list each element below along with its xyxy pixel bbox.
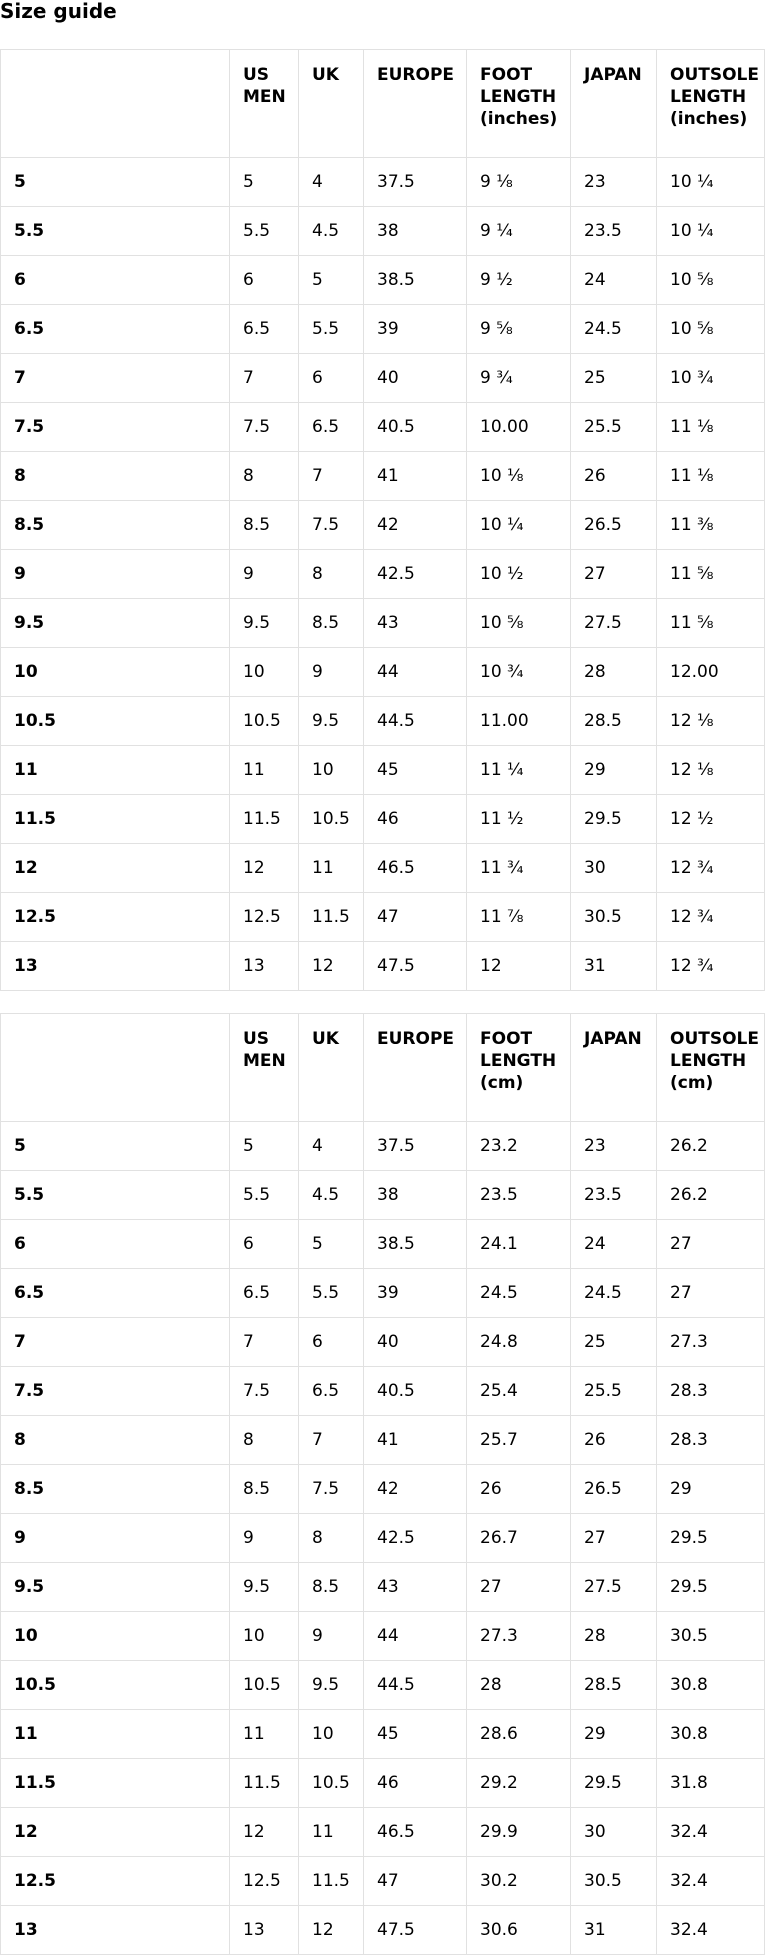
column-header: FOOT LENGTH (cm) — [467, 1014, 571, 1122]
table-cell: 11 ⅛ — [657, 403, 765, 452]
table-row — [1, 1808, 765, 1857]
table-cell: 7.5 — [230, 1367, 299, 1416]
table-row — [1, 893, 765, 942]
table-cell: 10 — [230, 1612, 299, 1661]
table-cell: 46 — [364, 1759, 467, 1808]
size-label-cell: 5.5 — [1, 207, 230, 256]
table-row — [1, 1514, 765, 1563]
table-cell: 45 — [364, 1710, 467, 1759]
size-label-cell: 10.5 — [1, 1661, 230, 1710]
table-cell: 30 — [571, 844, 657, 893]
table-row — [1, 1906, 765, 1955]
table-cell: 28 — [571, 1612, 657, 1661]
size-label-cell: 11 — [1, 746, 230, 795]
table-cell: 26.7 — [467, 1514, 571, 1563]
table-row — [1, 158, 765, 207]
table-cell: 29.2 — [467, 1759, 571, 1808]
table-cell: 5 — [230, 1122, 299, 1171]
size-label-cell: 7 — [1, 354, 230, 403]
column-header: UK — [299, 50, 364, 158]
table-cell: 27 — [657, 1220, 765, 1269]
table-cell: 10 ⅝ — [467, 599, 571, 648]
table-cell: 10 ½ — [467, 550, 571, 599]
table-cell: 8.5 — [299, 599, 364, 648]
table-cell: 37.5 — [364, 158, 467, 207]
table-cell: 23.5 — [571, 207, 657, 256]
table-cell: 4 — [299, 1122, 364, 1171]
table-cell: 47.5 — [364, 1906, 467, 1955]
table-row — [1, 1661, 765, 1710]
table-cell: 11 — [230, 1710, 299, 1759]
column-header: JAPAN — [571, 50, 657, 158]
column-header: EUROPE — [364, 50, 467, 158]
table-cell: 6 — [230, 256, 299, 305]
table-row — [1, 1416, 765, 1465]
table-cell: 10 ⅛ — [467, 452, 571, 501]
table-row — [1, 403, 765, 452]
table-cell: 29.9 — [467, 1808, 571, 1857]
table-cell: 43 — [364, 599, 467, 648]
table-cell: 12 ¾ — [657, 844, 765, 893]
table-cell: 23 — [571, 158, 657, 207]
size-label-cell: 11.5 — [1, 795, 230, 844]
table-cell: 9 — [230, 1514, 299, 1563]
table-cell: 11 ⅝ — [657, 599, 765, 648]
table-cell: 6.5 — [230, 305, 299, 354]
size-label-cell: 8 — [1, 452, 230, 501]
table-cell: 47.5 — [364, 942, 467, 991]
table-cell: 9 — [299, 1612, 364, 1661]
size-label-cell: 9.5 — [1, 599, 230, 648]
table-cell: 10 ¼ — [657, 207, 765, 256]
table-cell: 45 — [364, 746, 467, 795]
table-cell: 10 ¼ — [657, 158, 765, 207]
table-row — [1, 1220, 765, 1269]
table-cell: 9.5 — [299, 697, 364, 746]
table-cell: 27.3 — [657, 1318, 765, 1367]
table-header-row — [1, 50, 765, 158]
table-cell: 38 — [364, 1171, 467, 1220]
table-cell: 29 — [657, 1465, 765, 1514]
table-cell: 6.5 — [299, 1367, 364, 1416]
table-cell: 24.1 — [467, 1220, 571, 1269]
table-cell: 12 — [467, 942, 571, 991]
table-cell: 7.5 — [230, 403, 299, 452]
table-cell: 10 ⅝ — [657, 305, 765, 354]
table-cell: 11 — [299, 1808, 364, 1857]
size-label-cell: 10.5 — [1, 697, 230, 746]
table-cell: 25.7 — [467, 1416, 571, 1465]
table-cell: 23.2 — [467, 1122, 571, 1171]
page-title: Size guide — [0, 0, 117, 23]
table-cell: 11.5 — [230, 795, 299, 844]
table-cell: 10.5 — [230, 697, 299, 746]
table-cell: 26.2 — [657, 1122, 765, 1171]
table-cell: 41 — [364, 1416, 467, 1465]
size-label-cell: 13 — [1, 942, 230, 991]
table-cell: 29 — [571, 1710, 657, 1759]
table-cell: 8.5 — [299, 1563, 364, 1612]
table-cell: 10 — [299, 1710, 364, 1759]
size-label-cell: 8.5 — [1, 501, 230, 550]
table-cell: 30.2 — [467, 1857, 571, 1906]
table-cell: 26.2 — [657, 1171, 765, 1220]
table-cell: 12.5 — [230, 1857, 299, 1906]
table-cell: 10.5 — [299, 1759, 364, 1808]
table-cell: 5.5 — [230, 207, 299, 256]
table-cell: 46.5 — [364, 844, 467, 893]
size-table-inches — [0, 49, 765, 991]
table-cell: 28 — [571, 648, 657, 697]
table-cell: 30.8 — [657, 1661, 765, 1710]
table-cell: 24 — [571, 256, 657, 305]
table-row — [1, 697, 765, 746]
table-cell: 8 — [299, 1514, 364, 1563]
table-cell: 6.5 — [230, 1269, 299, 1318]
size-label-cell: 7 — [1, 1318, 230, 1367]
table-cell: 9.5 — [230, 1563, 299, 1612]
table-cell: 12 — [230, 1808, 299, 1857]
table-cell: 44 — [364, 648, 467, 697]
table-cell: 27 — [571, 550, 657, 599]
table-cell: 30.8 — [657, 1710, 765, 1759]
table-row — [1, 1710, 765, 1759]
table-cell: 10 ¼ — [467, 501, 571, 550]
table-cell: 4.5 — [299, 1171, 364, 1220]
table-cell: 27 — [657, 1269, 765, 1318]
table-row — [1, 795, 765, 844]
table-cell: 24.8 — [467, 1318, 571, 1367]
table-cell: 37.5 — [364, 1122, 467, 1171]
table-row — [1, 1612, 765, 1661]
table-cell: 7 — [230, 354, 299, 403]
table-cell: 28.5 — [571, 697, 657, 746]
table-cell: 12 — [299, 1906, 364, 1955]
column-header: OUTSOLE LENGTH (inches) — [657, 50, 765, 158]
table-cell: 6 — [230, 1220, 299, 1269]
table-cell: 10 ⅝ — [657, 256, 765, 305]
table-row — [1, 1269, 765, 1318]
table-row — [1, 501, 765, 550]
table-cell: 8.5 — [230, 1465, 299, 1514]
table-cell: 46.5 — [364, 1808, 467, 1857]
table-cell: 31.8 — [657, 1759, 765, 1808]
size-label-cell: 8.5 — [1, 1465, 230, 1514]
table-row — [1, 1857, 765, 1906]
table-cell: 23 — [571, 1122, 657, 1171]
size-table-cm — [0, 1013, 765, 1955]
table-cell: 44.5 — [364, 697, 467, 746]
table-row — [1, 746, 765, 795]
table-cell: 32.4 — [657, 1906, 765, 1955]
table-cell: 24 — [571, 1220, 657, 1269]
table-cell: 11 — [299, 844, 364, 893]
table-cell: 8.5 — [230, 501, 299, 550]
table-cell: 32.4 — [657, 1808, 765, 1857]
size-label-cell: 6 — [1, 1220, 230, 1269]
table-cell: 9 ½ — [467, 256, 571, 305]
table-cell: 12 ⅛ — [657, 697, 765, 746]
table-cell: 9 ⅛ — [467, 158, 571, 207]
size-label-cell: 12 — [1, 844, 230, 893]
table-cell: 40 — [364, 354, 467, 403]
table-cell: 11 ¾ — [467, 844, 571, 893]
table-cell: 29.5 — [657, 1563, 765, 1612]
table-cell: 13 — [230, 1906, 299, 1955]
table-row — [1, 305, 765, 354]
size-label-cell: 7.5 — [1, 1367, 230, 1416]
size-label-cell: 6.5 — [1, 1269, 230, 1318]
table-cell: 5.5 — [230, 1171, 299, 1220]
table-cell: 12 ¾ — [657, 942, 765, 991]
column-header-size — [1, 50, 230, 158]
table-cell: 9 ¾ — [467, 354, 571, 403]
table-cell: 10 ¾ — [657, 354, 765, 403]
table-row — [1, 550, 765, 599]
table-cell: 24.5 — [571, 1269, 657, 1318]
table-cell: 30.5 — [571, 893, 657, 942]
table-cell: 12 — [230, 844, 299, 893]
column-header-size — [1, 1014, 230, 1122]
table-cell: 28.6 — [467, 1710, 571, 1759]
table-cell: 7 — [230, 1318, 299, 1367]
table-cell: 46 — [364, 795, 467, 844]
table-cell: 41 — [364, 452, 467, 501]
table-cell: 10.5 — [299, 795, 364, 844]
table-cell: 29.5 — [657, 1514, 765, 1563]
table-row — [1, 1122, 765, 1171]
table-cell: 12.00 — [657, 648, 765, 697]
table-cell: 12 ⅛ — [657, 746, 765, 795]
table-cell: 40.5 — [364, 1367, 467, 1416]
table-cell: 9 ⅝ — [467, 305, 571, 354]
size-label-cell: 13 — [1, 1906, 230, 1955]
table-cell: 24.5 — [467, 1269, 571, 1318]
table-cell: 42 — [364, 1465, 467, 1514]
table-cell: 26.5 — [571, 501, 657, 550]
table-row — [1, 1367, 765, 1416]
table-cell: 12 ½ — [657, 795, 765, 844]
size-label-cell: 9.5 — [1, 1563, 230, 1612]
table-cell: 11 — [230, 746, 299, 795]
column-header: FOOT LENGTH (inches) — [467, 50, 571, 158]
table-cell: 42.5 — [364, 550, 467, 599]
table-cell: 7.5 — [299, 1465, 364, 1514]
table-cell: 25.4 — [467, 1367, 571, 1416]
column-header: OUTSOLE LENGTH (cm) — [657, 1014, 765, 1122]
table-row — [1, 354, 765, 403]
table-cell: 39 — [364, 1269, 467, 1318]
table-cell: 43 — [364, 1563, 467, 1612]
size-label-cell: 12.5 — [1, 1857, 230, 1906]
table-cell: 27 — [467, 1563, 571, 1612]
table-cell: 38.5 — [364, 256, 467, 305]
size-label-cell: 10 — [1, 1612, 230, 1661]
table-row — [1, 1563, 765, 1612]
size-label-cell: 6 — [1, 256, 230, 305]
column-header: EUROPE — [364, 1014, 467, 1122]
table-cell: 10.5 — [230, 1661, 299, 1710]
table-header-row — [1, 1014, 765, 1122]
table-cell: 12 — [299, 942, 364, 991]
table-cell: 12 ¾ — [657, 893, 765, 942]
table-cell: 28.3 — [657, 1367, 765, 1416]
table-cell: 8 — [230, 1416, 299, 1465]
column-header: US MEN — [230, 50, 299, 158]
table-cell: 26 — [571, 452, 657, 501]
table-cell: 8 — [230, 452, 299, 501]
size-label-cell: 11 — [1, 1710, 230, 1759]
table-cell: 40.5 — [364, 403, 467, 452]
table-cell: 9 ¼ — [467, 207, 571, 256]
table-cell: 31 — [571, 942, 657, 991]
table-cell: 4 — [299, 158, 364, 207]
table-cell: 27.5 — [571, 599, 657, 648]
table-cell: 10.00 — [467, 403, 571, 452]
size-label-cell: 11.5 — [1, 1759, 230, 1808]
column-header: UK — [299, 1014, 364, 1122]
table-cell: 11 ⅜ — [657, 501, 765, 550]
size-label-cell: 5.5 — [1, 1171, 230, 1220]
size-label-cell: 7.5 — [1, 403, 230, 452]
table-row — [1, 1171, 765, 1220]
table-cell: 11 ⅛ — [657, 452, 765, 501]
table-cell: 6.5 — [299, 403, 364, 452]
table-cell: 25 — [571, 1318, 657, 1367]
table-cell: 38.5 — [364, 1220, 467, 1269]
table-cell: 10 — [299, 746, 364, 795]
table-cell: 11 ⅝ — [657, 550, 765, 599]
table-cell: 26.5 — [571, 1465, 657, 1514]
table-cell: 6 — [299, 1318, 364, 1367]
table-cell: 31 — [571, 1906, 657, 1955]
table-cell: 9 — [230, 550, 299, 599]
table-cell: 42.5 — [364, 1514, 467, 1563]
table-cell: 24.5 — [571, 305, 657, 354]
table-cell: 29 — [571, 746, 657, 795]
table-cell: 9.5 — [299, 1661, 364, 1710]
table-cell: 39 — [364, 305, 467, 354]
table-cell: 11.5 — [299, 893, 364, 942]
table-cell: 25 — [571, 354, 657, 403]
table-row — [1, 844, 765, 893]
table-cell: 30.6 — [467, 1906, 571, 1955]
size-label-cell: 8 — [1, 1416, 230, 1465]
table-cell: 28.3 — [657, 1416, 765, 1465]
size-label-cell: 9 — [1, 550, 230, 599]
table-row — [1, 452, 765, 501]
size-label-cell: 10 — [1, 648, 230, 697]
table-cell: 26 — [467, 1465, 571, 1514]
table-cell: 13 — [230, 942, 299, 991]
size-label-cell: 9 — [1, 1514, 230, 1563]
table-cell: 30 — [571, 1808, 657, 1857]
table-cell: 10 — [230, 648, 299, 697]
table-cell: 6 — [299, 354, 364, 403]
table-cell: 5.5 — [299, 305, 364, 354]
table-cell: 23.5 — [467, 1171, 571, 1220]
table-cell: 29.5 — [571, 795, 657, 844]
table-row — [1, 648, 765, 697]
table-cell: 4.5 — [299, 207, 364, 256]
table-row — [1, 599, 765, 648]
size-label-cell: 5 — [1, 1122, 230, 1171]
table-cell: 23.5 — [571, 1171, 657, 1220]
table-cell: 30.5 — [571, 1857, 657, 1906]
table-cell: 42 — [364, 501, 467, 550]
table-cell: 9.5 — [230, 599, 299, 648]
table-cell: 11 ⅞ — [467, 893, 571, 942]
table-row — [1, 256, 765, 305]
table-row — [1, 1318, 765, 1367]
size-label-cell: 6.5 — [1, 305, 230, 354]
table-cell: 5 — [299, 1220, 364, 1269]
table-row — [1, 1465, 765, 1514]
table-cell: 5 — [299, 256, 364, 305]
size-label-cell: 12.5 — [1, 893, 230, 942]
table-cell: 12.5 — [230, 893, 299, 942]
table-cell: 27 — [571, 1514, 657, 1563]
table-row — [1, 1759, 765, 1808]
table-cell: 11 ½ — [467, 795, 571, 844]
table-cell: 11.5 — [230, 1759, 299, 1808]
table-cell: 40 — [364, 1318, 467, 1367]
size-label-cell: 5 — [1, 158, 230, 207]
table-cell: 10 ¾ — [467, 648, 571, 697]
table-row — [1, 207, 765, 256]
table-cell: 11 ¼ — [467, 746, 571, 795]
table-cell: 8 — [299, 550, 364, 599]
table-cell: 47 — [364, 893, 467, 942]
table-cell: 26 — [571, 1416, 657, 1465]
table-cell: 27.3 — [467, 1612, 571, 1661]
table-cell: 38 — [364, 207, 467, 256]
table-cell: 32.4 — [657, 1857, 765, 1906]
column-header: JAPAN — [571, 1014, 657, 1122]
table-cell: 25.5 — [571, 1367, 657, 1416]
table-cell: 7 — [299, 1416, 364, 1465]
table-cell: 30.5 — [657, 1612, 765, 1661]
table-cell: 5 — [230, 158, 299, 207]
table-cell: 28.5 — [571, 1661, 657, 1710]
table-cell: 27.5 — [571, 1563, 657, 1612]
column-header: US MEN — [230, 1014, 299, 1122]
table-cell: 28 — [467, 1661, 571, 1710]
table-cell: 25.5 — [571, 403, 657, 452]
table-row — [1, 942, 765, 991]
table-cell: 44.5 — [364, 1661, 467, 1710]
table-cell: 29.5 — [571, 1759, 657, 1808]
table-cell: 11.5 — [299, 1857, 364, 1906]
table-cell: 5.5 — [299, 1269, 364, 1318]
size-label-cell: 12 — [1, 1808, 230, 1857]
table-cell: 7.5 — [299, 501, 364, 550]
table-cell: 47 — [364, 1857, 467, 1906]
table-cell: 7 — [299, 452, 364, 501]
table-cell: 44 — [364, 1612, 467, 1661]
table-cell: 11.00 — [467, 697, 571, 746]
table-cell: 9 — [299, 648, 364, 697]
